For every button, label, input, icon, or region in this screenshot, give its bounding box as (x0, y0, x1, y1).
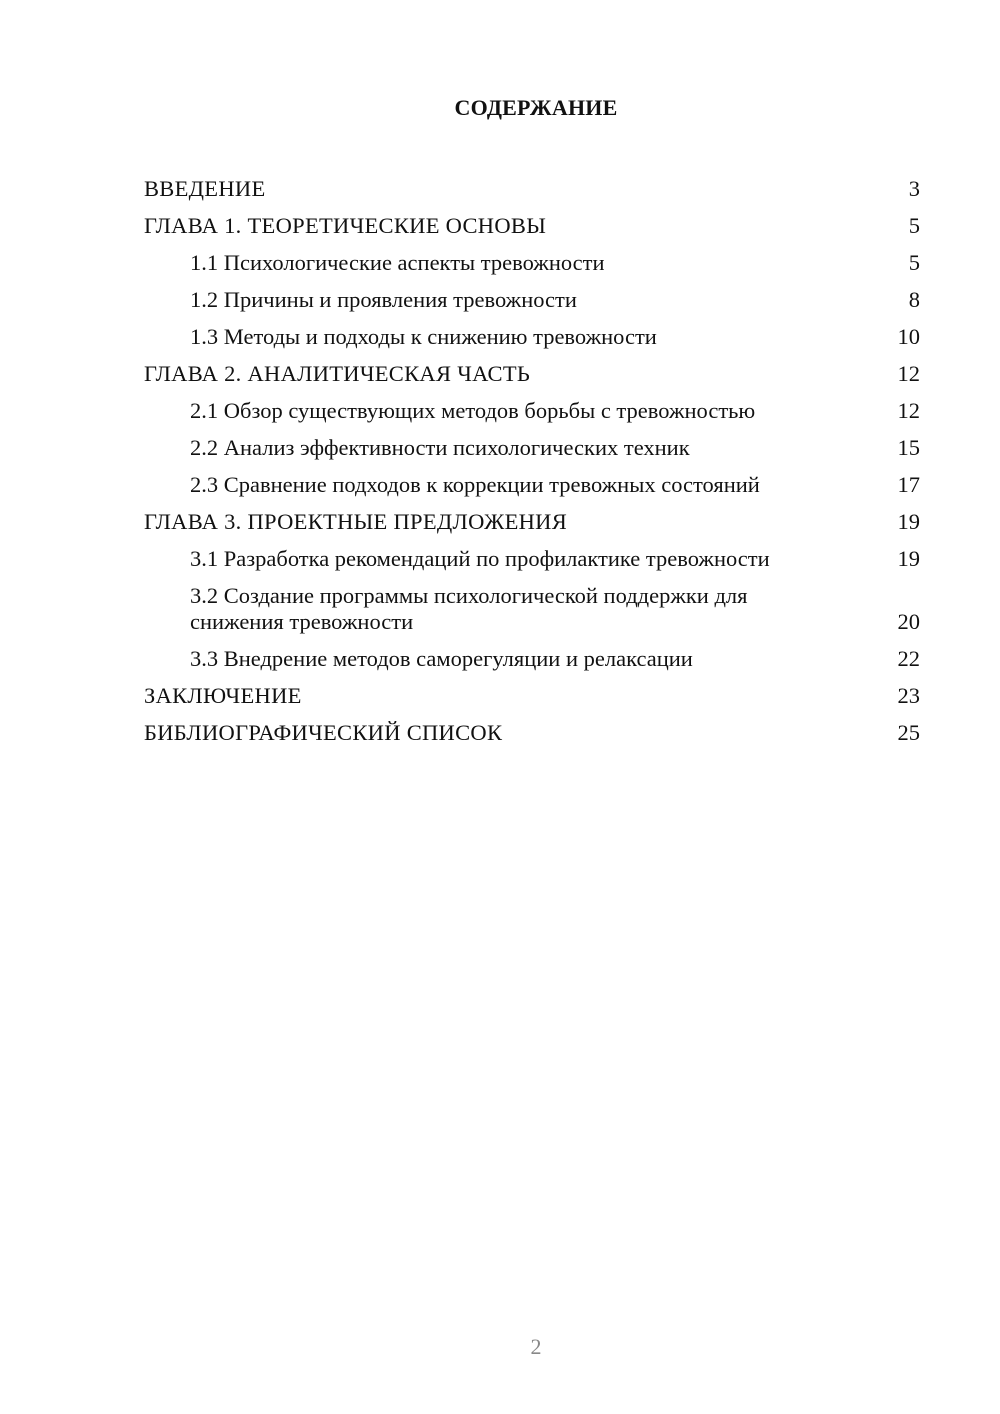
toc-entry-label: 2.3 Сравнение подходов к коррекции тревожных состояний (190, 471, 760, 497)
toc-entry-page: 20 (897, 608, 920, 634)
toc-entry-page: 25 (897, 719, 920, 745)
toc-entry-introduction (144, 170, 920, 207)
toc-entry-label: 3.2 Создание программы психологической поддержки для снижения тревожности (190, 582, 748, 634)
page-number: 2 (530, 1334, 542, 1359)
toc-entry-page: 8 (908, 286, 920, 312)
toc-entry-section-2-1 (144, 392, 920, 429)
toc-entry-label: ЗАКЛЮЧЕНИЕ (144, 682, 302, 708)
toc-entry-section-3-2 (144, 577, 920, 640)
toc-entry-section-1-2 (144, 281, 920, 318)
toc-entry-page: 10 (897, 323, 920, 349)
toc-entry-section-1-3 (144, 318, 920, 355)
toc-entry-page: 22 (897, 645, 920, 671)
toc-entry-bibliography (144, 714, 920, 751)
toc-entry-label: БИБЛИОГРАФИЧЕСКИЙ СПИСОК (144, 719, 503, 745)
toc-entry-page: 5 (908, 212, 920, 238)
toc-entry-label: 2.1 Обзор существующих методов борьбы с тревожностью (190, 397, 756, 423)
toc-entry-section-2-3 (144, 466, 920, 503)
toc-entry-section-1-1 (144, 244, 920, 281)
toc-entry-section-2-2 (144, 429, 920, 466)
toc-entry-label: 1.2 Причины и проявления тревожности (190, 286, 577, 312)
toc-entry-label: ГЛАВА 1. ТЕОРЕТИЧЕСКИЕ ОСНОВЫ (144, 212, 547, 238)
toc-entry-page: 17 (897, 471, 920, 497)
toc-entry-label: 3.1 Разработка рекомендаций по профилактике тревожности (190, 545, 770, 571)
toc-entry-chapter-3 (144, 503, 920, 540)
toc-entry-page: 12 (897, 360, 920, 386)
toc-entry-page: 3 (908, 175, 920, 201)
toc-entry-page: 23 (897, 682, 920, 708)
table-of-contents (144, 170, 920, 751)
toc-entry-chapter-1 (144, 207, 920, 244)
toc-entry-page: 19 (897, 545, 920, 571)
toc-entry-label: ГЛАВА 2. АНАЛИТИЧЕСКАЯ ЧАСТЬ (144, 360, 531, 386)
toc-entry-label: 1.1 Психологические аспекты тревожности (190, 249, 605, 275)
toc-entry-label: 2.2 Анализ эффективности психологических техник (190, 434, 690, 460)
toc-entry-page: 12 (897, 397, 920, 423)
toc-entry-page: 5 (908, 249, 920, 275)
toc-entry-label: 1.3 Методы и подходы к снижению тревожности (190, 323, 657, 349)
page-title: СОДЕРЖАНИЕ (454, 95, 618, 120)
toc-entry-label: 3.3 Внедрение методов саморегуляции и релаксации (190, 645, 693, 671)
toc-entry-label: ГЛАВА 3. ПРОЕКТНЫЕ ПРЕДЛОЖЕНИЯ (144, 508, 568, 534)
toc-entry-page: 19 (897, 508, 920, 534)
toc-entry-section-3-3 (144, 640, 920, 677)
toc-entry-conclusion (144, 677, 920, 714)
toc-entry-section-3-1 (144, 540, 920, 577)
toc-entry-page: 15 (897, 434, 920, 460)
toc-entry-label: ВВЕДЕНИЕ (144, 175, 266, 201)
toc-entry-chapter-2 (144, 355, 920, 392)
